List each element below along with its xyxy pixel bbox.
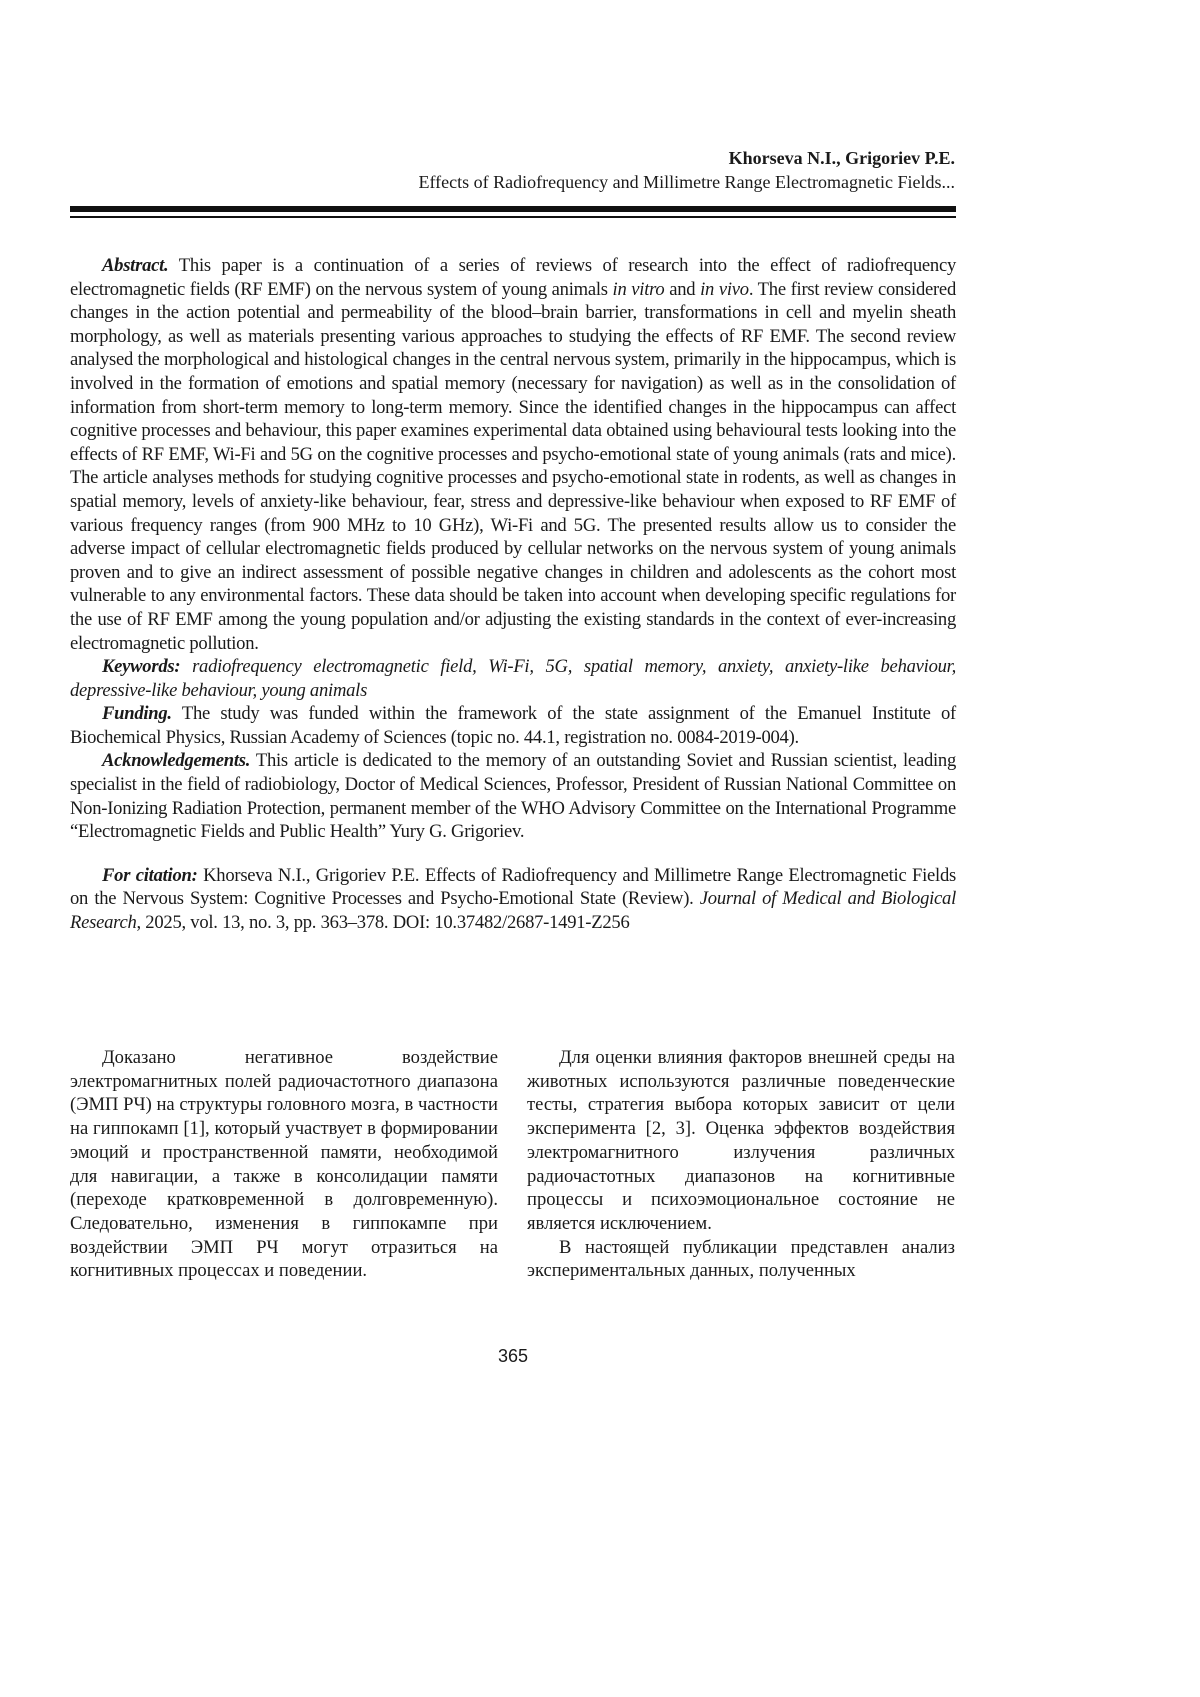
- keywords: [70, 655, 956, 702]
- abstract-em: in vivo: [700, 279, 749, 300]
- body-paragraph: Для оценки влияния факторов внешней среды на животных используются различные поведенческие тесты, стратегия выбора которых зависит от цели эксперимента [2, 3]. Оценка эффектов воздействия электромагнитного излучения различных радиочастотных диапазонов на когнитивные процессы и психоэмоциональное состояние не является исключением.: [527, 1046, 955, 1236]
- acknowledgements: [70, 749, 956, 843]
- funding: [70, 702, 956, 749]
- body-paragraph: Доказано негативное воздействие электромагнитных полей радиочастотного диапазона (ЭМП РЧ) на структуры головного мозга, в частности на гиппокамп [1], который участвует в формировании эмоций и пространственной памяти, необходимой для навигации, а также в консолидации памяти (переходе кратковременной в долговременную). Следовательно, изменения в гиппокампе при воздействии ЭМП РЧ могут отразиться на когнитивных процессах и поведении.: [70, 1046, 498, 1283]
- keywords-label: Keywords:: [102, 656, 180, 677]
- abstract-label: Abstract.: [102, 255, 168, 276]
- abstract-em: in vitro: [613, 279, 665, 300]
- funding-text: The study was funded within the framework of the state assignment of the Emanuel Institute of Biochemical Physics, Russian Academy of Sciences (topic no. 44.1, registration no. 0084-2019-004).: [70, 703, 956, 748]
- running-header: [419, 146, 956, 194]
- acknowledgements-label: Acknowledgements.: [102, 750, 250, 771]
- body-column-left: [70, 1046, 498, 1283]
- abstract-text: This paper is a continuation of a series of reviews of research into the effect of radiofrequency electromagnetic fields (RF EMF) on the nervous system of young animals: [70, 255, 956, 300]
- abstract-text: and: [664, 279, 700, 300]
- citation-journal: Journal of Medical and Biological Research: [70, 888, 956, 933]
- citation: [70, 864, 956, 935]
- citation-label: For citation:: [102, 865, 198, 886]
- body-column-right: [527, 1046, 955, 1283]
- header-title: Effects of Radiofrequency and Millimetre Range Electromagnetic Fields...: [419, 170, 956, 194]
- header-authors: Khorseva N.I., Grigoriev P.E.: [419, 146, 956, 170]
- header-rule-thin: [70, 216, 956, 218]
- acknowledgements-text: This article is dedicated to the memory of an outstanding Soviet and Russian scientist, leading specialist in the field of radiobiology, Doctor of Medical Sciences, Professor, President of Russian National Committee on Non-Ionizing Radiation Protection, permanent member of the WHO Advisory Committee on the International Programme “Electromagnetic Fields and Public Health” Yury G. Grigoriev.: [70, 750, 956, 842]
- funding-label: Funding.: [102, 703, 172, 724]
- page-number: 365: [0, 1346, 1026, 1367]
- citation-text: Khorseva N.I., Grigoriev P.E. Effects of Radiofrequency and Millimetre Range Electromagnetic Fields on the Nervous System: Cognitive Processes and Psycho-Emotional State (Review).: [70, 865, 956, 910]
- citation-text: , 2025, vol. 13, no. 3, pp. 363–378. DOI: 10.37482/2687-1491-Z256: [137, 912, 630, 933]
- body-paragraph: В настоящей публикации представлен анализ экспериментальных данных, полученных: [527, 1236, 955, 1283]
- keywords-text: radiofrequency electromagnetic field, Wi-Fi, 5G, spatial memory, anxiety, anxiety-like behaviour, depressive-like behaviour, young animals: [70, 656, 956, 701]
- front-matter: [70, 254, 956, 935]
- header-rule-thick: [70, 206, 956, 212]
- abstract-text: . The first review considered changes in the action potential and permeability of the blood–brain barrier, transformations in cell and myelin sheath morphology, as well as materials presenting various approaches to studying the effects of RF EMF. The second review analysed the morphological and histological changes in the central nervous system, primarily in the hippocampus, which is involved in the formation of emotions and spatial memory (necessary for navigation) as well as in the consolidation of information from short-term memory to long-term memory. Since the identified changes in the hippocampus can affect cognitive processes and behaviour, this paper examines experimental data obtained using behavioural tests looking into the effects of RF EMF, Wi-Fi and 5G on the cognitive processes and psycho-emotional state of young animals (rats and mice). The article analyses methods for studying cognitive processes and psycho-emotional state in rodents, as well as changes in spatial memory, levels of anxiety-like behaviour, fear, stress and depressive-like behaviour when exposed to RF EMF of various frequency ranges (from 900 MHz to 10 GHz), Wi-Fi and 5G. The presented results allow us to consider the adverse impact of cellular electromagnetic fields produced by cellular networks on the nervous system of young animals proven and to give an indirect assessment of possible negative changes in children and adolescents as the cohort most vulnerable to any environmental factors. These data should be taken into account when developing specific regulations for the use of RF EMF among the young population and/or adjusting the existing standards in the context of ever-increasing electromagnetic pollution.: [70, 279, 956, 654]
- abstract: [70, 254, 956, 655]
